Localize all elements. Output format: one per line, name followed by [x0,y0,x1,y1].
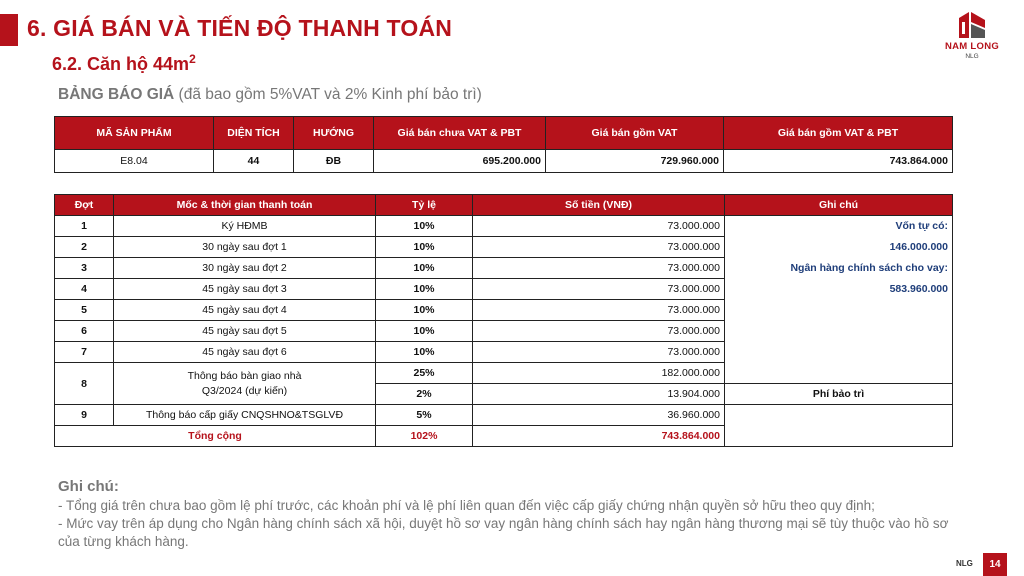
row-dot: 6 [55,321,114,342]
table-row [55,342,953,363]
row-milestone: 45 ngày sau đợt 3 [114,279,376,300]
table-row [55,363,953,384]
note-bank-loan-value: 583.960.000 [725,279,953,300]
row-dot: 2 [55,237,114,258]
page-title: 6. GIÁ BÁN VÀ TIẾN ĐỘ THANH TOÁN [27,15,453,41]
row-milestone: 30 ngày sau đợt 1 [114,237,376,258]
price-product-code: E8.04 [55,150,214,173]
schedule-header-dot: Đợt [55,195,114,216]
page-subtitle [52,54,196,75]
row-milestone: 45 ngày sau đợt 4 [114,300,376,321]
schedule-header-ratio: Tỷ lệ [376,195,473,216]
note-blank-cell [725,342,953,363]
note-blank-cell [725,405,953,426]
row-ratio: 2% [376,384,473,405]
schedule-header-milestone: Mốc & thời gian thanh toán [114,195,376,216]
table-row [55,300,953,321]
table-row [55,216,953,237]
table-row [55,321,953,342]
quote-heading [58,86,482,104]
row-amount: 182.000.000 [473,363,725,384]
price-area: 44 [214,150,294,173]
row-dot: 7 [55,342,114,363]
quote-heading-rest: (đã bao gồm 5%VAT và 2% Kinh phí bảo trì) [174,86,482,103]
price-header-price-vat: Giá bán gồm VAT [546,117,724,150]
price-header-product-code: MÃ SẢN PHẨM [55,117,214,150]
row-amount: 73.000.000 [473,279,725,300]
row-dot: 4 [55,279,114,300]
row-amount: 73.000.000 [473,300,725,321]
row-milestone: 30 ngày sau đợt 2 [114,258,376,279]
quote-heading-bold: BẢNG BÁO GIÁ [58,86,175,103]
row-milestone: Thông báo cấp giấy CNQSHNO&TSGLVĐ [114,405,376,426]
price-no-vat: 695.200.000 [374,150,546,173]
row-ratio: 5% [376,405,473,426]
row-milestone: 45 ngày sau đợt 6 [114,342,376,363]
note-blank-cell [725,363,953,384]
note-blank-cell [725,300,953,321]
row-dot: 1 [55,216,114,237]
row-ratio: 10% [376,237,473,258]
row-amount: 36.960.000 [473,405,725,426]
row-amount: 73.000.000 [473,258,725,279]
footnote-line-1: - Tổng giá trên chưa bao gồm lệ phí trước, các khoản phí và lệ phí liên quan đến việc cấp giấy chứng nhận quyền sở hữu theo quy định; [58,498,875,513]
price-header-area: DIỆN TÍCH [214,117,294,150]
row-dot: 9 [55,405,114,426]
row-amount: 13.904.000 [473,384,725,405]
price-header-direction: HƯỚNG [294,117,374,150]
row-milestone: 45 ngày sau đợt 5 [114,321,376,342]
total-ratio: 102% [376,426,473,447]
row-dot: 8 [55,363,114,405]
subtitle-superscript: 2 [189,52,196,66]
logo-brand-text: NAM LONG [944,41,1000,52]
price-vat: 729.960.000 [546,150,724,173]
row-milestone [114,363,376,405]
note-blank-cell [725,426,953,447]
footer-label: NLG [956,559,973,568]
row-ratio: 10% [376,216,473,237]
row-dot: 3 [55,258,114,279]
row-milestone: Ký HĐMB [114,216,376,237]
footnotes-title: Ghi chú: [58,478,119,495]
row-dot: 5 [55,300,114,321]
nam-long-logo-icon [955,10,989,40]
page-number: 14 [983,553,1007,576]
price-direction: ĐB [294,150,374,173]
row-ratio: 10% [376,300,473,321]
table-row [55,279,953,300]
table-row [55,258,953,279]
table-row [55,405,953,426]
row-amount: 73.000.000 [473,321,725,342]
price-table-row [55,150,953,173]
row-milestone-line1: Thông báo bàn giao nhà [187,369,302,382]
schedule-header-note: Ghi chú [725,195,953,216]
note-maintenance-fee: Phí bảo trì [725,384,953,405]
total-amount: 743.864.000 [473,426,725,447]
row-ratio: 10% [376,258,473,279]
schedule-header-amount: Số tiền (VNĐ) [473,195,725,216]
nam-long-logo [932,10,1012,68]
footnotes [58,478,950,551]
subtitle-text: 6.2. Căn hộ 44m [52,54,190,74]
note-bank-loan-label: Ngân hàng chính sách cho vay: [725,258,953,279]
row-ratio: 25% [376,363,473,384]
row-ratio: 10% [376,279,473,300]
total-label: Tổng cộng [55,426,376,447]
row-ratio: 10% [376,321,473,342]
payment-schedule-table [54,194,953,447]
note-own-capital-value: 146.000.000 [725,237,953,258]
total-row [55,426,953,447]
note-own-capital-label: Vốn tự có: [725,216,953,237]
table-row [55,237,953,258]
price-header-price-no-vat: Giá bán chưa VAT & PBT [374,117,546,150]
logo-ticker-text: NLG [965,53,979,60]
row-ratio: 10% [376,342,473,363]
footnote-line-2: - Mức vay trên áp dụng cho Ngân hàng chính sách xã hội, duyệt hồ sơ vay ngân hàng chính sách hay ngân hàng thương mại sẽ tùy thuộc vào hồ sơ của từng khách hàng. [58,516,949,549]
schedule-header-row [55,195,953,216]
price-table-header-row [55,117,953,150]
price-table [54,116,953,173]
row-milestone-line2: Q3/2024 (dự kiến) [201,384,288,397]
title-accent-bar [0,14,18,46]
note-blank-cell [725,321,953,342]
row-amount: 73.000.000 [473,237,725,258]
price-header-price-vat-pbt: Giá bán gồm VAT & PBT [724,117,953,150]
price-vat-pbt: 743.864.000 [724,150,953,173]
row-amount: 73.000.000 [473,216,725,237]
row-amount: 73.000.000 [473,342,725,363]
